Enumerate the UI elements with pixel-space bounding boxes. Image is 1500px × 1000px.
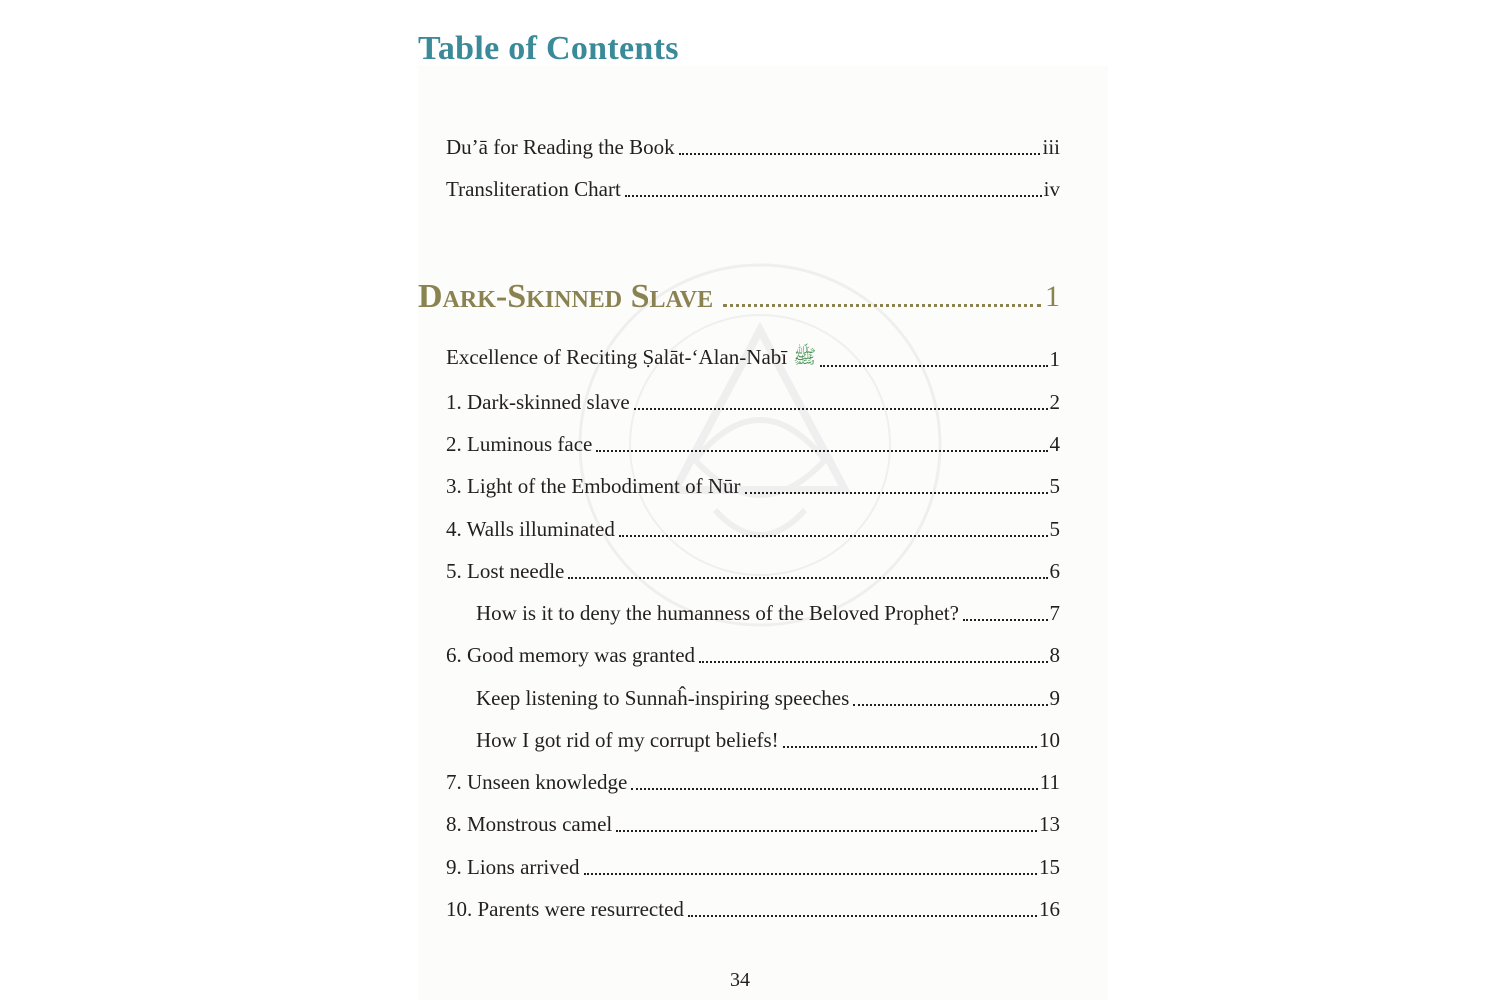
toc-entry-transliteration-chart[interactable]	[446, 173, 1060, 203]
toc-entry-label: How I got rid of my corrupt beliefs!	[476, 728, 779, 752]
toc-entry-excellence-salat[interactable]	[446, 343, 1060, 373]
toc-entry-light-of-embodiment[interactable]	[446, 470, 1060, 500]
toc-entry-dark-skinned-slave[interactable]	[446, 386, 1060, 416]
toc-entry-lost-needle[interactable]	[446, 555, 1060, 585]
chapter-heading[interactable]	[418, 274, 1060, 316]
page-title: Table of Contents	[418, 30, 679, 67]
toc-entry-page: 9	[1049, 686, 1060, 710]
dot-leader	[631, 788, 1037, 790]
toc-entry-page: iv	[1043, 177, 1060, 201]
toc-subentry-humanness[interactable]	[476, 597, 1060, 627]
toc-entry-label: 8. Monstrous camel	[446, 812, 613, 836]
toc-entry-page: 8	[1049, 643, 1060, 667]
toc-entry-label: Keep listening to Sunnaĥ-inspiring speeches	[476, 686, 850, 710]
toc-entry-label: 2. Luminous face	[446, 432, 593, 456]
toc-entry-label: 9. Lions arrived	[446, 855, 580, 879]
dot-leader	[568, 577, 1047, 579]
toc-entry-label: Du’ā for Reading the Book	[446, 135, 675, 159]
dot-leader	[679, 153, 1041, 155]
toc-entry-page: 16	[1039, 897, 1060, 921]
chapter-page: 1	[1045, 280, 1060, 313]
dot-leader	[963, 619, 1048, 621]
toc-entry-label: Excellence of Reciting Ṣalāt-‘Alan-Nabī ﷺ	[446, 343, 816, 373]
toc-entry-dua[interactable]	[446, 131, 1060, 161]
toc-entry-label: 10. Parents were resurrected	[446, 897, 684, 921]
toc-entry-label: 5. Lost needle	[446, 559, 565, 583]
toc-entry-page: 1	[1049, 347, 1060, 371]
toc-entry-page: 6	[1049, 559, 1060, 583]
dot-leader	[616, 830, 1037, 832]
toc-entry-page: 5	[1049, 517, 1060, 541]
toc-entry-lions-arrived[interactable]	[446, 851, 1060, 881]
dot-leader	[634, 408, 1048, 410]
dot-leader	[625, 195, 1042, 197]
toc-entry-label: 1. Dark-skinned slave	[446, 390, 630, 414]
salawat-honorific-icon: ﷺ	[793, 347, 817, 368]
toc-entry-unseen-knowledge[interactable]	[446, 766, 1060, 796]
dot-leader	[783, 746, 1037, 748]
page-number: 34	[730, 969, 750, 991]
dot-leader	[699, 661, 1047, 663]
toc-entry-luminous-face[interactable]	[446, 428, 1060, 458]
toc-entry-label: 7. Unseen knowledge	[446, 770, 628, 794]
chapter-title: Dark-Skinned Slave	[418, 278, 714, 315]
toc-entry-page: iii	[1042, 135, 1060, 159]
toc-entry-label: 6. Good memory was granted	[446, 643, 696, 667]
toc-subentry-sunnah-speeches[interactable]	[476, 682, 1060, 712]
toc-entry-label: How is it to deny the humanness of the Beloved Prophet?	[476, 601, 959, 625]
dot-leader	[853, 704, 1047, 706]
toc-entry-page: 15	[1039, 855, 1060, 879]
toc-entry-good-memory[interactable]	[446, 639, 1060, 669]
toc-entry-page: 7	[1049, 601, 1060, 625]
toc-entry-parents-resurrected[interactable]	[446, 893, 1060, 923]
dot-leader	[596, 450, 1047, 452]
dot-leader	[619, 535, 1048, 537]
toc-entry-label: 3. Light of the Embodiment of Nūr	[446, 474, 741, 498]
dot-leader	[584, 873, 1037, 875]
dot-leader	[688, 915, 1037, 917]
toc-entry-page: 10	[1039, 728, 1060, 752]
dot-leader	[745, 492, 1048, 494]
toc-entry-page: 4	[1049, 432, 1060, 456]
toc-entry-walls-illuminated[interactable]	[446, 513, 1060, 543]
toc-entry-page: 13	[1039, 812, 1060, 836]
dot-leader	[820, 365, 1047, 367]
toc-subentry-corrupt-beliefs[interactable]	[476, 724, 1060, 754]
toc-entry-monstrous-camel[interactable]	[446, 808, 1060, 838]
toc-entry-page: 5	[1049, 474, 1060, 498]
toc-entry-page: 2	[1049, 390, 1060, 414]
toc-entry-page: 11	[1039, 770, 1060, 794]
toc-entry-label: 4. Walls illuminated	[446, 517, 615, 541]
dot-leader	[723, 304, 1041, 307]
toc-entry-label: Transliteration Chart	[446, 177, 621, 201]
